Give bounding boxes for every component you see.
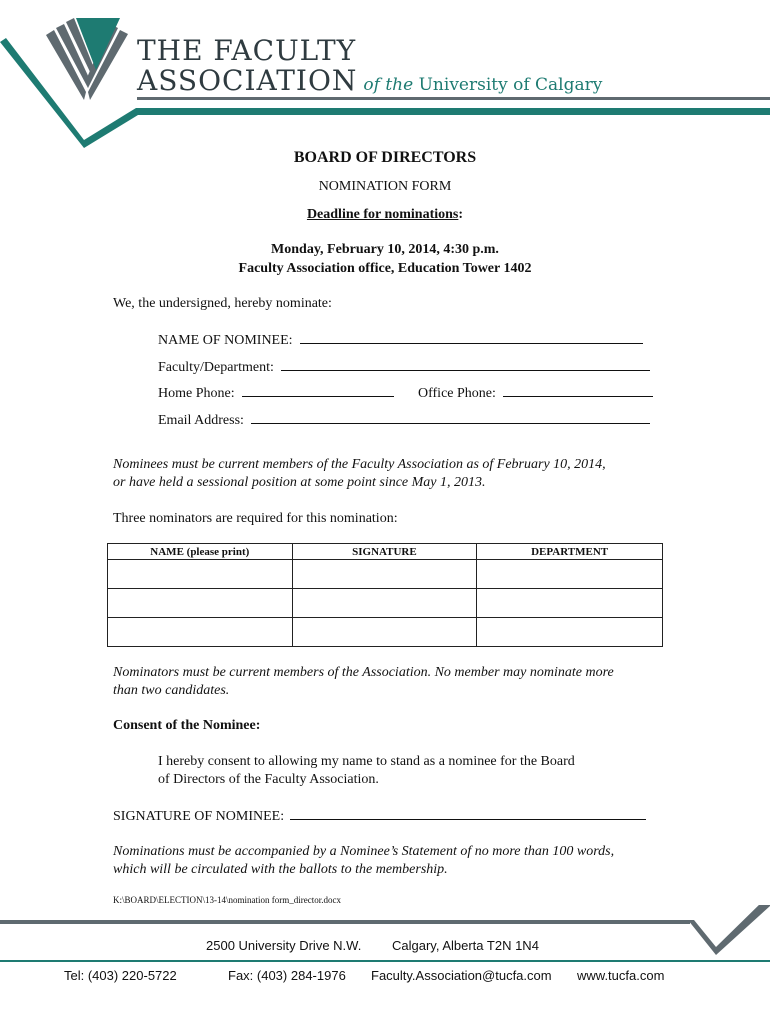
- eligibility-note-line2: or have held a sessional position at some point since May 1, 2013.: [113, 475, 486, 490]
- nominator-3-name-cell[interactable]: [108, 618, 293, 647]
- statement-note-line2: which will be circulated with the ballots to the membership.: [113, 862, 448, 877]
- org-name-line1: THE FACULTY: [137, 34, 357, 67]
- office-phone-field[interactable]: [418, 385, 653, 402]
- nominee-label: NAME OF NOMINEE:: [158, 333, 293, 348]
- footer-tel: Tel: (403) 220-5722: [64, 968, 177, 983]
- home-phone-field[interactable]: [158, 385, 394, 402]
- consent-text-line2: of Directors of the Faculty Association.: [158, 772, 379, 787]
- table-header-row: [108, 544, 663, 560]
- nominators-table: [107, 543, 663, 647]
- table-row: [108, 618, 663, 647]
- table-row: [108, 560, 663, 589]
- org-sub-university: University of Calgary: [418, 75, 603, 95]
- footer-city: Calgary, Alberta T2N 1N4: [392, 938, 539, 953]
- footer-graphic: [0, 905, 770, 965]
- home-phone-label: Home Phone:: [158, 386, 235, 401]
- nominators-required-text: Three nominators are required for this nomination:: [113, 511, 398, 526]
- nominee-signature-field[interactable]: [113, 808, 646, 825]
- footer-website[interactable]: www.tucfa.com: [577, 968, 665, 983]
- nominator-2-signature-cell[interactable]: [292, 589, 477, 618]
- form-subtitle: NOMINATION FORM: [318, 179, 452, 194]
- org-subtitle: [363, 75, 602, 95]
- nominee-signature-label: SIGNATURE OF NOMINEE:: [113, 809, 285, 824]
- consent-text-line1: I hereby consent to allowing my name to stand as a nominee for the Board: [158, 754, 575, 769]
- nominee-signature-line[interactable]: [290, 808, 646, 820]
- nominee-input-line[interactable]: [300, 332, 643, 344]
- eligibility-note-line1: Nominees must be current members of the Faculty Association as of February 10, 2014,: [113, 457, 606, 472]
- nominator-1-name-cell[interactable]: [108, 560, 293, 589]
- deadline-heading: [0, 207, 770, 223]
- nominator-3-department-cell[interactable]: [477, 618, 663, 647]
- email-label: Email Address:: [158, 413, 244, 428]
- table-row: [108, 589, 663, 618]
- footer-divider: [0, 960, 770, 962]
- statement-note-line1: Nominations must be accompanied by a Nominee’s Statement of no more than 100 words,: [113, 844, 615, 859]
- email-field[interactable]: [158, 412, 650, 429]
- home-phone-input-line[interactable]: [242, 385, 394, 397]
- faculty-field[interactable]: [158, 359, 650, 376]
- nominator-note-line2: than two candidates.: [113, 683, 230, 698]
- nominee-field[interactable]: [158, 332, 643, 349]
- form-title: BOARD OF DIRECTORS: [293, 149, 477, 166]
- office-phone-label: Office Phone:: [418, 386, 496, 401]
- deadline-colon: :: [458, 207, 464, 222]
- footer-email[interactable]: Faculty.Association@tucfa.com: [371, 968, 552, 983]
- header-signature: SIGNATURE: [292, 544, 477, 560]
- office-phone-input-line[interactable]: [503, 385, 653, 397]
- faculty-label: Faculty/Department:: [158, 360, 274, 375]
- header-department: DEPARTMENT: [477, 544, 663, 560]
- intro-text: We, the undersigned, hereby nominate:: [113, 296, 332, 311]
- deadline-label: Deadline for nominations: [306, 207, 459, 222]
- footer-address: 2500 University Drive N.W.: [206, 938, 362, 953]
- nominator-3-signature-cell[interactable]: [292, 618, 477, 647]
- nominator-1-department-cell[interactable]: [477, 560, 663, 589]
- org-sub-of-the: of the: [363, 75, 414, 95]
- nominator-1-signature-cell[interactable]: [292, 560, 477, 589]
- nominator-2-department-cell[interactable]: [477, 589, 663, 618]
- faculty-input-line[interactable]: [281, 359, 650, 371]
- deadline-place: Faculty Association office, Education Tower 1402: [238, 261, 532, 276]
- consent-heading: Consent of the Nominee:: [113, 718, 261, 733]
- file-path: K:\BOARD\ELECTION\13-14\nomination form_director.docx: [113, 895, 341, 905]
- nominator-note-line1: Nominators must be current members of the Association. No member may nominate more: [113, 665, 614, 680]
- deadline-date: Monday, February 10, 2014, 4:30 p.m.: [271, 242, 499, 257]
- header-name: NAME (please print): [108, 544, 293, 560]
- footer-fax: Fax: (403) 284-1976: [228, 968, 346, 983]
- org-name-association: ASSOCIATION: [137, 64, 358, 97]
- email-input-line[interactable]: [251, 412, 650, 424]
- org-name-line2: [137, 64, 602, 97]
- nominator-2-name-cell[interactable]: [108, 589, 293, 618]
